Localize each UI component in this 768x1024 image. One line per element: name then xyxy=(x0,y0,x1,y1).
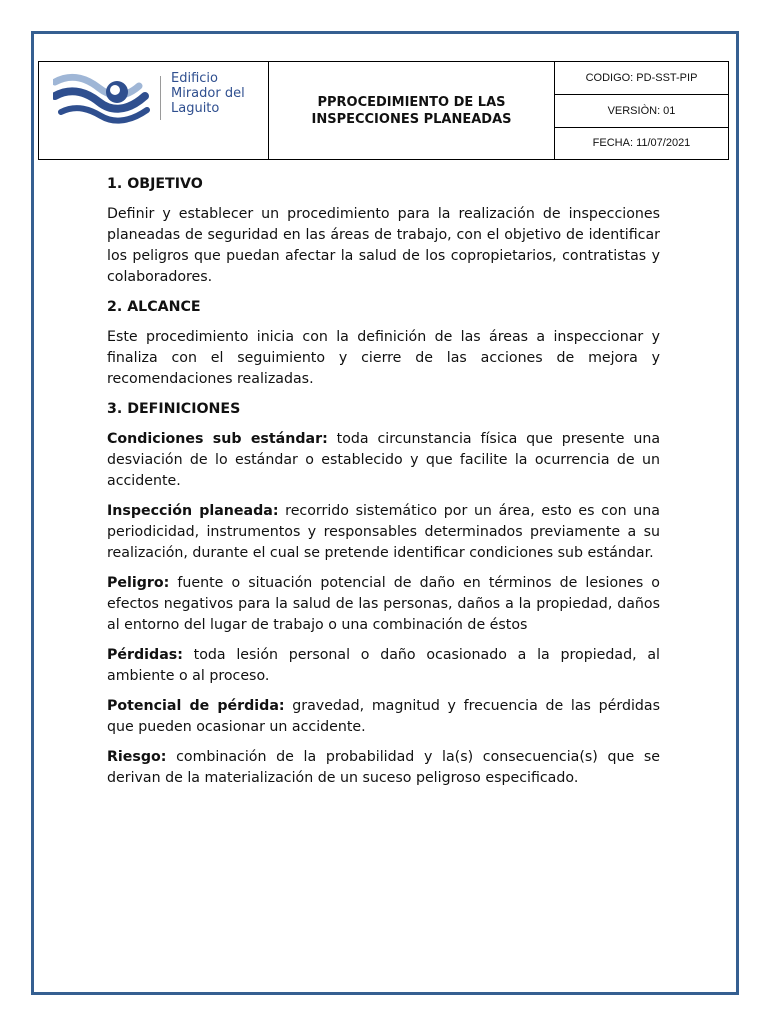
building-logo-icon xyxy=(53,70,153,126)
definition-term: Pérdidas: xyxy=(107,647,183,663)
definition-text: combinación de la probabilidad y la(s) consecuencia(s) que se derivan de la materialización de un suceso peligroso especificado. xyxy=(107,749,660,786)
definition-text: toda lesión personal o daño ocasionado a la propiedad, al ambiente o al proceso. xyxy=(107,647,660,684)
definition-term: Potencial de pérdida: xyxy=(107,698,285,714)
definition-term: Riesgo: xyxy=(107,749,167,765)
document-header xyxy=(38,61,729,160)
document-body xyxy=(107,174,660,798)
definition-item xyxy=(107,747,660,789)
logo-text xyxy=(171,71,268,116)
document-date: FECHA: 11/07/2021 xyxy=(555,127,728,159)
definition-term: Condiciones sub estándar: xyxy=(107,431,328,447)
section-heading-objetivo: 1. OBJETIVO xyxy=(107,176,203,192)
definition-text: gravedad, magnitud y frecuencia de las pérdidas que pueden ocasionar un accidente. xyxy=(107,698,660,735)
definition-item xyxy=(107,573,660,636)
document-title: PPROCEDIMIENTO DE LAS INSPECCIONES PLANEADAS xyxy=(269,62,555,159)
logo-divider xyxy=(160,76,161,120)
document-meta xyxy=(555,62,728,159)
definition-text: recorrido sistemático por un área, esto es con una periodicidad, instrumentos y responsables determinados previamente a su realización, durante el cual se pretende identificar condiciones sub estándar. xyxy=(107,503,660,561)
definition-text: toda circunstancia física que presente una desviación de lo estándar o establecido y que facilite la ocurrencia de un accidente. xyxy=(107,431,661,489)
definition-term: Peligro: xyxy=(107,575,170,591)
document-version: VERSIÒN: 01 xyxy=(555,94,728,126)
definition-term: Inspección planeada: xyxy=(107,503,279,519)
section-heading-alcance: 2. ALCANCE xyxy=(107,299,201,315)
definition-item xyxy=(107,696,660,738)
definition-item xyxy=(107,645,660,687)
definition-item xyxy=(107,501,660,564)
alcance-paragraph: Este procedimiento inicia con la definición de las áreas a inspeccionar y finaliza con el seguimiento y cierre de las acciones de mejora y recomendaciones realizadas. xyxy=(107,329,660,387)
document-code: CODIGO: PD-SST-PIP xyxy=(585,72,698,85)
objetivo-paragraph: Definir y establecer un procedimiento para la realización de inspecciones planeadas de seguridad en las áreas de trabajo, con el objetivo de identificar los peligros que puedan afectar la salud de los copropietarios, contratistas y colaboradores. xyxy=(107,206,660,285)
section-heading-definiciones: 3. DEFINICIONES xyxy=(107,401,241,417)
logo-line-1: Edificio xyxy=(171,71,218,86)
logo-cell xyxy=(39,62,269,159)
definition-item xyxy=(107,429,660,492)
definition-text: fuente o situación potencial de daño en términos de lesiones o efectos negativos para la salud de las personas, daños a la propiedad, daños al entorno del lugar de trabajo o una combinación de éstos xyxy=(107,575,660,633)
logo-line-2: Mirador del Laguito xyxy=(171,86,245,116)
